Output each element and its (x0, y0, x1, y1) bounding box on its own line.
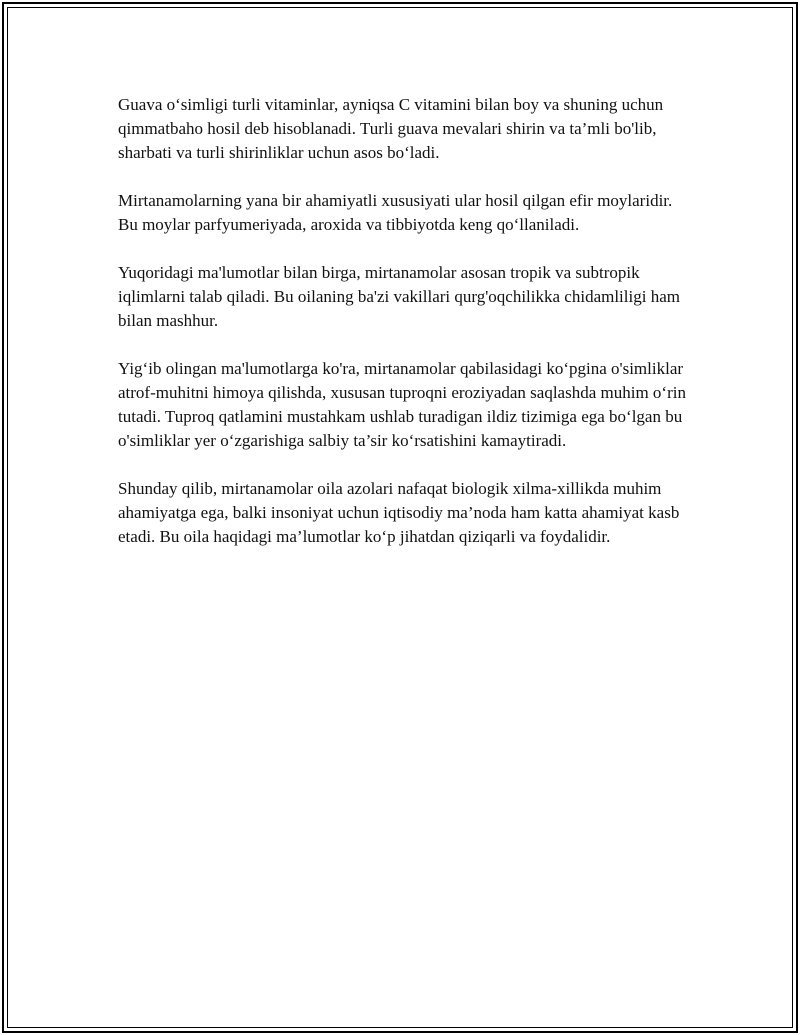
paragraph-climate: Yuqoridagi ma'lumotlar bilan birga, mirtanamolar asosan tropik va subtropik iqlimlarni talab qiladi. Bu oilaning ba'zi vakillari qurg'oqchilikka chidamliligi ham bilan mashhur. (118, 263, 680, 330)
paragraph-conclusion: Shunday qilib, mirtanamolar oila azolari nafaqat biologik xilma-xillikda muhim ahamiyatga ega, balki insoniyat uchun iqtisodiy ma’noda ham katta ahamiyat kasb etadi. Bu oila haqidagi ma’lumotlar ko‘p jihatdan qiziqarli va foydalidir. (118, 479, 680, 546)
paragraph-environment: Yig‘ib olingan ma'lumotlarga ko'ra, mirtanamolar qabilasidagi ko‘pgina o'simliklar atrof-muhitni himoya qilishda, xususan tuproqni eroziyadan saqlashda muhim o‘rin tutadi. Tuproq qatlamini mustahkam ushlab turadigan ildiz tizimiga ega bo‘lgan bu o'simliklar yer o‘zgarishiga salbiy ta’sir ko‘rsatishini kamaytiradi. (118, 359, 686, 450)
document-body (118, 93, 688, 573)
paragraph-guava: Guava o‘simligi turli vitaminlar, ayniqsa C vitamini bilan boy va shuning uchun qimmatbaho hosil deb hisoblanadi. Turli guava mevalari shirin va ta’mli bo'lib, sharbati va turli shirinliklar uchun asos bo‘ladi. (118, 95, 664, 162)
paragraph-essential-oils: Mirtanamolarning yana bir ahamiyatli xususiyati ular hosil qilgan efir moylaridir. Bu moylar parfyumeriyada, aroxida va tibbiyotda keng qo‘llaniladi. (118, 191, 673, 234)
